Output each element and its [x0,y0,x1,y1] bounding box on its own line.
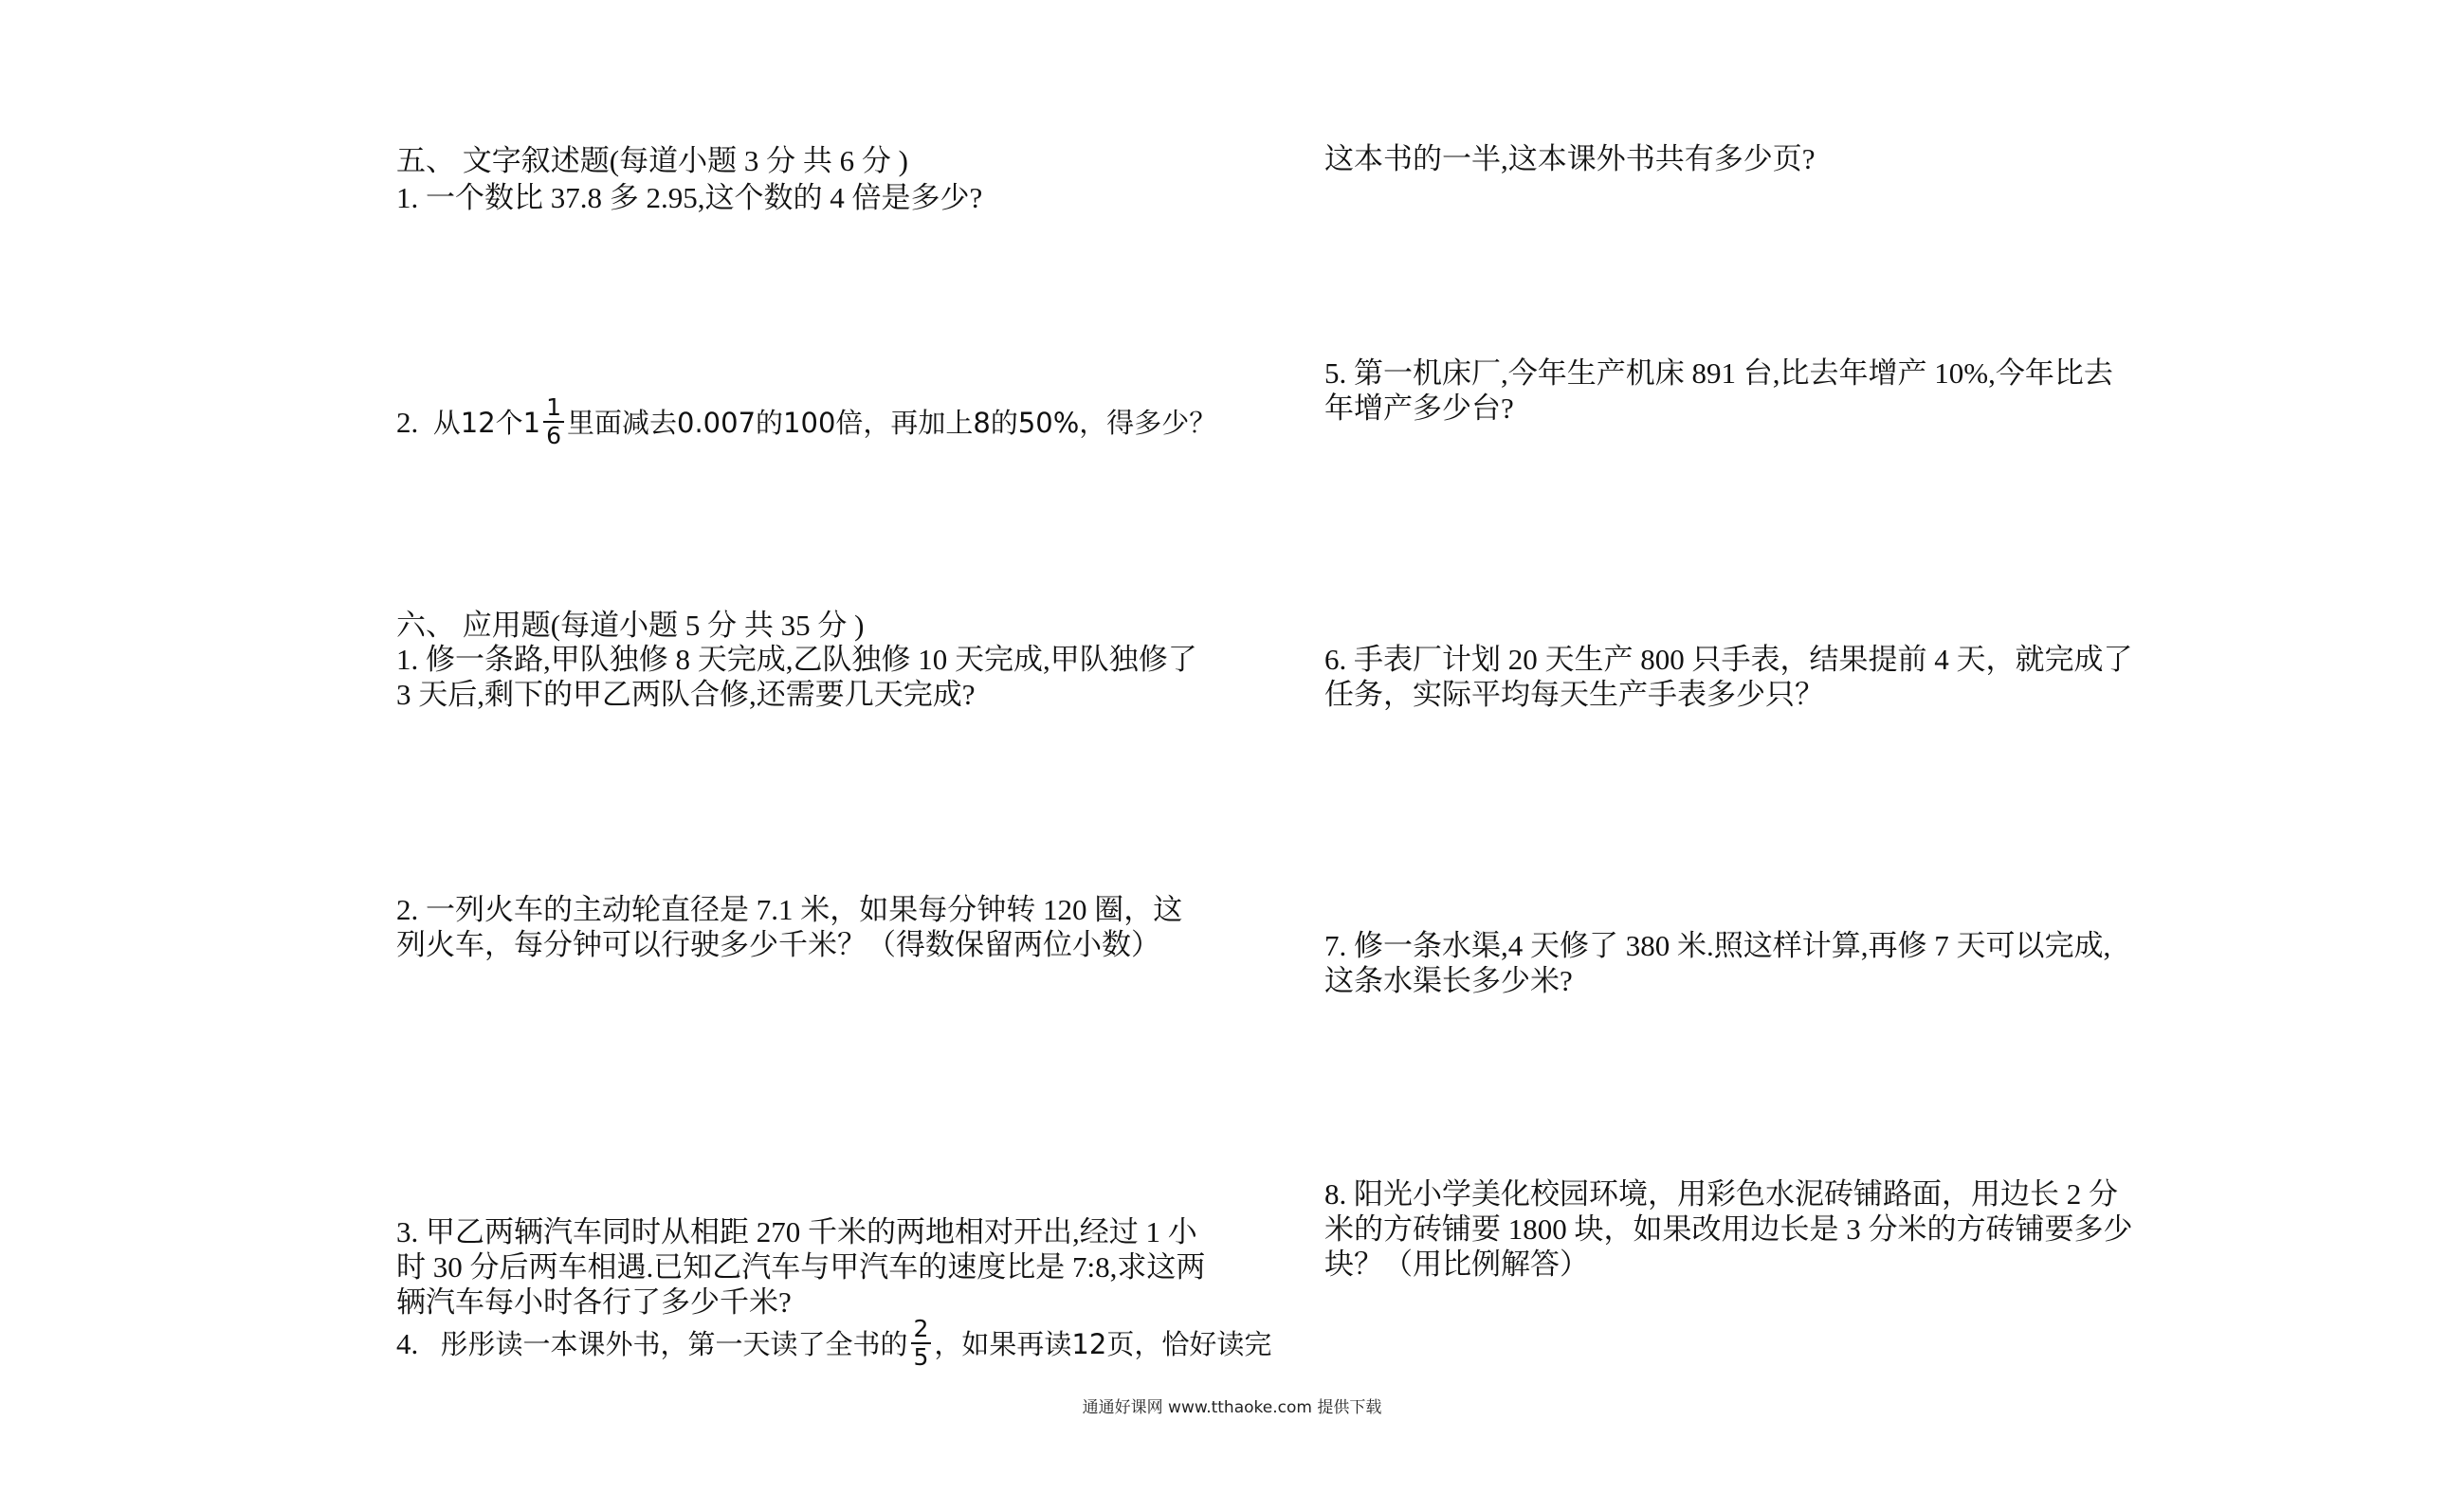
question-text-pre: 从12个1 [432,407,541,440]
question-6-3-line-1: 3. 甲乙两辆汽车同时从相距 270 千米的两地相对开出,经过 1 小 [396,1215,1197,1248]
question-6-2-line-1: 2. 一列火车的主动轮直径是 7.1 米，如果每分钟转 120 圈，这 [396,893,1183,926]
question-6-6-line-2: 任务，实际平均每天生产手表多少只？ [1324,678,1824,711]
question-number: 2. [396,406,419,440]
section-5-title: 五、 文字叙述题(每道小题 3 分 共 6 分 ) [396,144,908,177]
fraction [911,1316,932,1371]
fraction-denominator: 6 [546,422,562,449]
question-6-4-continued: 这本书的一半,这本课外书共有多少页? [1324,142,1816,175]
question-6-3-line-3: 辆汽车每小时各行了多少千米? [396,1285,792,1319]
question-6-5-line-1: 5. 第一机床厂,今年生产机床 891 台,比去年增产 10%,今年比去 [1324,356,2113,390]
question-6-5-line-2: 年增产多少台? [1324,392,1514,425]
footer-source: 通通好课网 www.tthaoke.com 提供下载 [1082,1398,1382,1417]
question-text-pre: 彤彤读一本课外书，第一天读了全书的 [440,1328,908,1361]
fraction [543,394,564,449]
section-6-title: 六、 应用题(每道小题 5 分 共 35 分 ) [396,609,865,642]
question-6-1-line-2: 3 天后,剩下的甲乙两队合修,还需要几天完成? [396,678,976,711]
fraction-numerator: 1 [543,394,564,423]
question-6-7-line-1: 7. 修一条水渠,4 天修了 380 米.照这样计算,再修 7 天可以完成, [1324,929,2111,962]
question-6-2-line-2: 列火车，每分钟可以行驶多少千米？（得数保留两位小数） [396,928,1160,961]
question-6-6-line-1: 6. 手表厂计划 20 天生产 800 只手表，结果提前 4 天，就完成了 [1324,643,2133,676]
question-6-3-line-2: 时 30 分后两车相遇.已知乙汽车与甲汽车的速度比是 7:8,求这两 [396,1250,1206,1284]
question-6-8-line-2: 米的方砖铺要 1800 块，如果改用边长是 3 分米的方砖铺要多少 [1324,1212,2133,1246]
question-5-1: 1. 一个数比 37.8 多 2.95,这个数的 4 倍是多少? [396,181,983,214]
question-6-7-line-2: 这条水渠长多少米? [1324,964,1573,997]
fraction-denominator: 5 [913,1343,929,1371]
question-text-post: 里面减去0.007的100倍，再加上8的50%，得多少？ [567,407,1217,440]
question-text-post: ，如果再读12页，恰好读完 [934,1328,1272,1361]
question-number: 4. [396,1327,419,1361]
fraction-numerator: 2 [911,1316,932,1344]
question-6-8-line-1: 8. 阳光小学美化校园环境，用彩色水泥砖铺路面，用边长 2 分 [1324,1177,2118,1211]
question-6-8-line-3: 块？（用比例解答） [1324,1248,1589,1281]
question-6-4 [396,1315,1272,1375]
question-6-1-line-1: 1. 修一条路,甲队独修 8 天完成,乙队独修 10 天完成,甲队独修了 [396,643,1197,676]
question-5-2 [396,393,1217,453]
